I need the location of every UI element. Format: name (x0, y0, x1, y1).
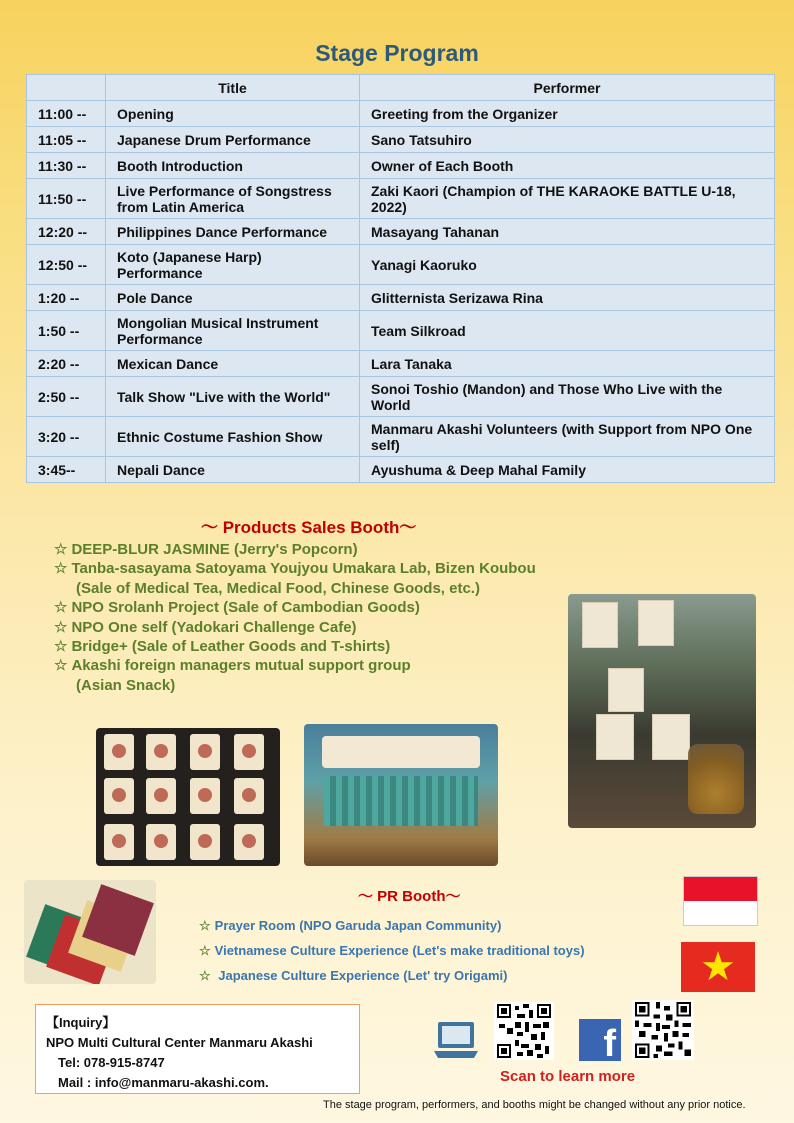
vietnam-flag-icon: ★ (681, 942, 755, 992)
table-header-row (27, 75, 775, 101)
star-icon: ☆ (54, 599, 68, 617)
row-time: 3:45-- (27, 457, 106, 483)
table-row (27, 285, 775, 311)
pr-booth-heading: 〜 PR Booth〜 (358, 888, 461, 905)
row-title: Opening (106, 101, 360, 127)
star-icon: ☆ (54, 618, 68, 636)
list-item: ☆ Prayer Room (NPO Garuda Japan Community) (199, 918, 502, 933)
row-performer: Ayushuma & Deep Mahal Family (360, 457, 775, 483)
star-icon: ☆ (54, 560, 68, 578)
header-time (27, 75, 106, 101)
list-item: ☆ Bridge+ (Sale of Leather Goods and T-shirts) (54, 638, 391, 656)
disclaimer-note: The stage program, performers, and booths might be changed without any prior notice. (323, 1099, 746, 1111)
inquiry-org: NPO Multi Cultural Center Manmaru Akashi (46, 1035, 313, 1050)
page-title: Stage Program (315, 40, 479, 66)
row-time: 11:30 -- (27, 153, 106, 179)
row-performer: Owner of Each Booth (360, 153, 775, 179)
list-item: ☆ NPO One self (Yadokari Challenge Cafe) (54, 618, 357, 636)
list-item: ☆ DEEP-BLUR JASMINE (Jerry's Popcorn) (54, 541, 358, 558)
list-item: ☆ Akashi foreign managers mutual support group (54, 657, 411, 675)
row-performer: Masayang Tahanan (360, 219, 775, 245)
row-title: Live Performance of Songstress from Latin America (106, 179, 360, 219)
table-row (27, 311, 775, 351)
list-item: ☆ Vietnamese Culture Experience (Let's make traditional toys) (199, 943, 585, 958)
row-time: 11:00 -- (27, 101, 106, 127)
table-row (27, 153, 775, 179)
row-performer: Team Silkroad (360, 311, 775, 351)
row-time: 3:20 -- (27, 417, 106, 457)
star-icon: ☆ (199, 968, 211, 983)
row-title: Mongolian Musical Instrument Performance (106, 311, 360, 351)
row-title: Nepali Dance (106, 457, 360, 483)
row-time: 11:50 -- (27, 179, 106, 219)
tea-photo (568, 594, 756, 828)
row-title: Ethnic Costume Fashion Show (106, 417, 360, 457)
row-title: Mexican Dance (106, 351, 360, 377)
origami-photo (24, 880, 156, 984)
row-performer: Sano Tatsuhiro (360, 127, 775, 153)
header-performer: Performer (360, 75, 775, 101)
table-row (27, 351, 775, 377)
row-performer: Manmaru Akashi Volunteers (with Support from NPO One self) (360, 417, 775, 457)
table-row (27, 417, 775, 457)
row-performer: Sonoi Toshio (Mandon) and Those Who Live with the World (360, 377, 775, 417)
star-icon: ☆ (199, 918, 211, 933)
row-time: 2:20 -- (27, 351, 106, 377)
table-row (27, 127, 775, 153)
row-title: Talk Show "Live with the World" (106, 377, 360, 417)
table-row (27, 101, 775, 127)
inquiry-mail[interactable]: Mail : info@manmaru-akashi.com. (58, 1075, 269, 1090)
row-performer: Greeting from the Organizer (360, 101, 775, 127)
inquiry-heading: 【Inquiry】 (46, 1015, 116, 1030)
challenge-cafe-photo (304, 724, 498, 866)
list-item: ☆ NPO Srolanh Project (Sale of Cambodian Goods) (54, 599, 420, 617)
list-item: ☆ Japanese Culture Experience (Let' try Origami) (199, 968, 508, 983)
leather-tags-photo (96, 728, 280, 866)
inquiry-tel: Tel: 078-915-8747 (58, 1055, 165, 1070)
sales-booth-heading: 〜 Products Sales Booth〜 (201, 518, 417, 537)
row-title: Koto (Japanese Harp) Performance (106, 245, 360, 285)
row-performer: Zaki Kaori (Champion of THE KARAOKE BATTLE U-18, 2022) (360, 179, 775, 219)
row-time: 12:50 -- (27, 245, 106, 285)
inquiry-box (35, 1004, 360, 1094)
row-performer: Yanagi Kaoruko (360, 245, 775, 285)
list-item-sub: (Sale of Medical Tea, Medical Food, Chinese Goods, etc.) (76, 579, 480, 597)
table-row (27, 179, 775, 219)
sales-booth-list (54, 540, 536, 695)
table-row (27, 245, 775, 285)
qr-code-icon[interactable] (632, 1000, 694, 1060)
pr-booth-list (199, 913, 585, 988)
row-performer: Glitternista Serizawa Rina (360, 285, 775, 311)
star-icon: ☆ (199, 943, 211, 958)
row-title: Pole Dance (106, 285, 360, 311)
header-title: Title (106, 75, 360, 101)
laptop-icon[interactable] (432, 1018, 480, 1062)
table-row (27, 457, 775, 483)
indonesia-flag-icon (683, 876, 758, 926)
row-title: Booth Introduction (106, 153, 360, 179)
row-title: Philippines Dance Performance (106, 219, 360, 245)
table-row (27, 377, 775, 417)
star-icon: ☆ (54, 541, 68, 558)
list-item: ☆ Tanba-sasayama Satoyama Youjyou Umakara Lab, Bizen Koubou (54, 560, 536, 578)
row-performer: Lara Tanaka (360, 351, 775, 377)
row-title: Japanese Drum Performance (106, 127, 360, 153)
scan-caption: Scan to learn more (500, 1068, 636, 1085)
list-item-sub: (Asian Snack) (76, 676, 176, 694)
facebook-icon[interactable]: f (579, 1019, 621, 1061)
row-time: 11:05 -- (27, 127, 106, 153)
qr-code-icon[interactable] (494, 1002, 554, 1060)
star-icon: ☆ (54, 638, 68, 656)
row-time: 1:50 -- (27, 311, 106, 351)
row-time: 2:50 -- (27, 377, 106, 417)
row-time: 1:20 -- (27, 285, 106, 311)
row-time: 12:20 -- (27, 219, 106, 245)
star-icon: ☆ (54, 657, 68, 675)
stage-program-table (26, 74, 775, 483)
table-row (27, 219, 775, 245)
